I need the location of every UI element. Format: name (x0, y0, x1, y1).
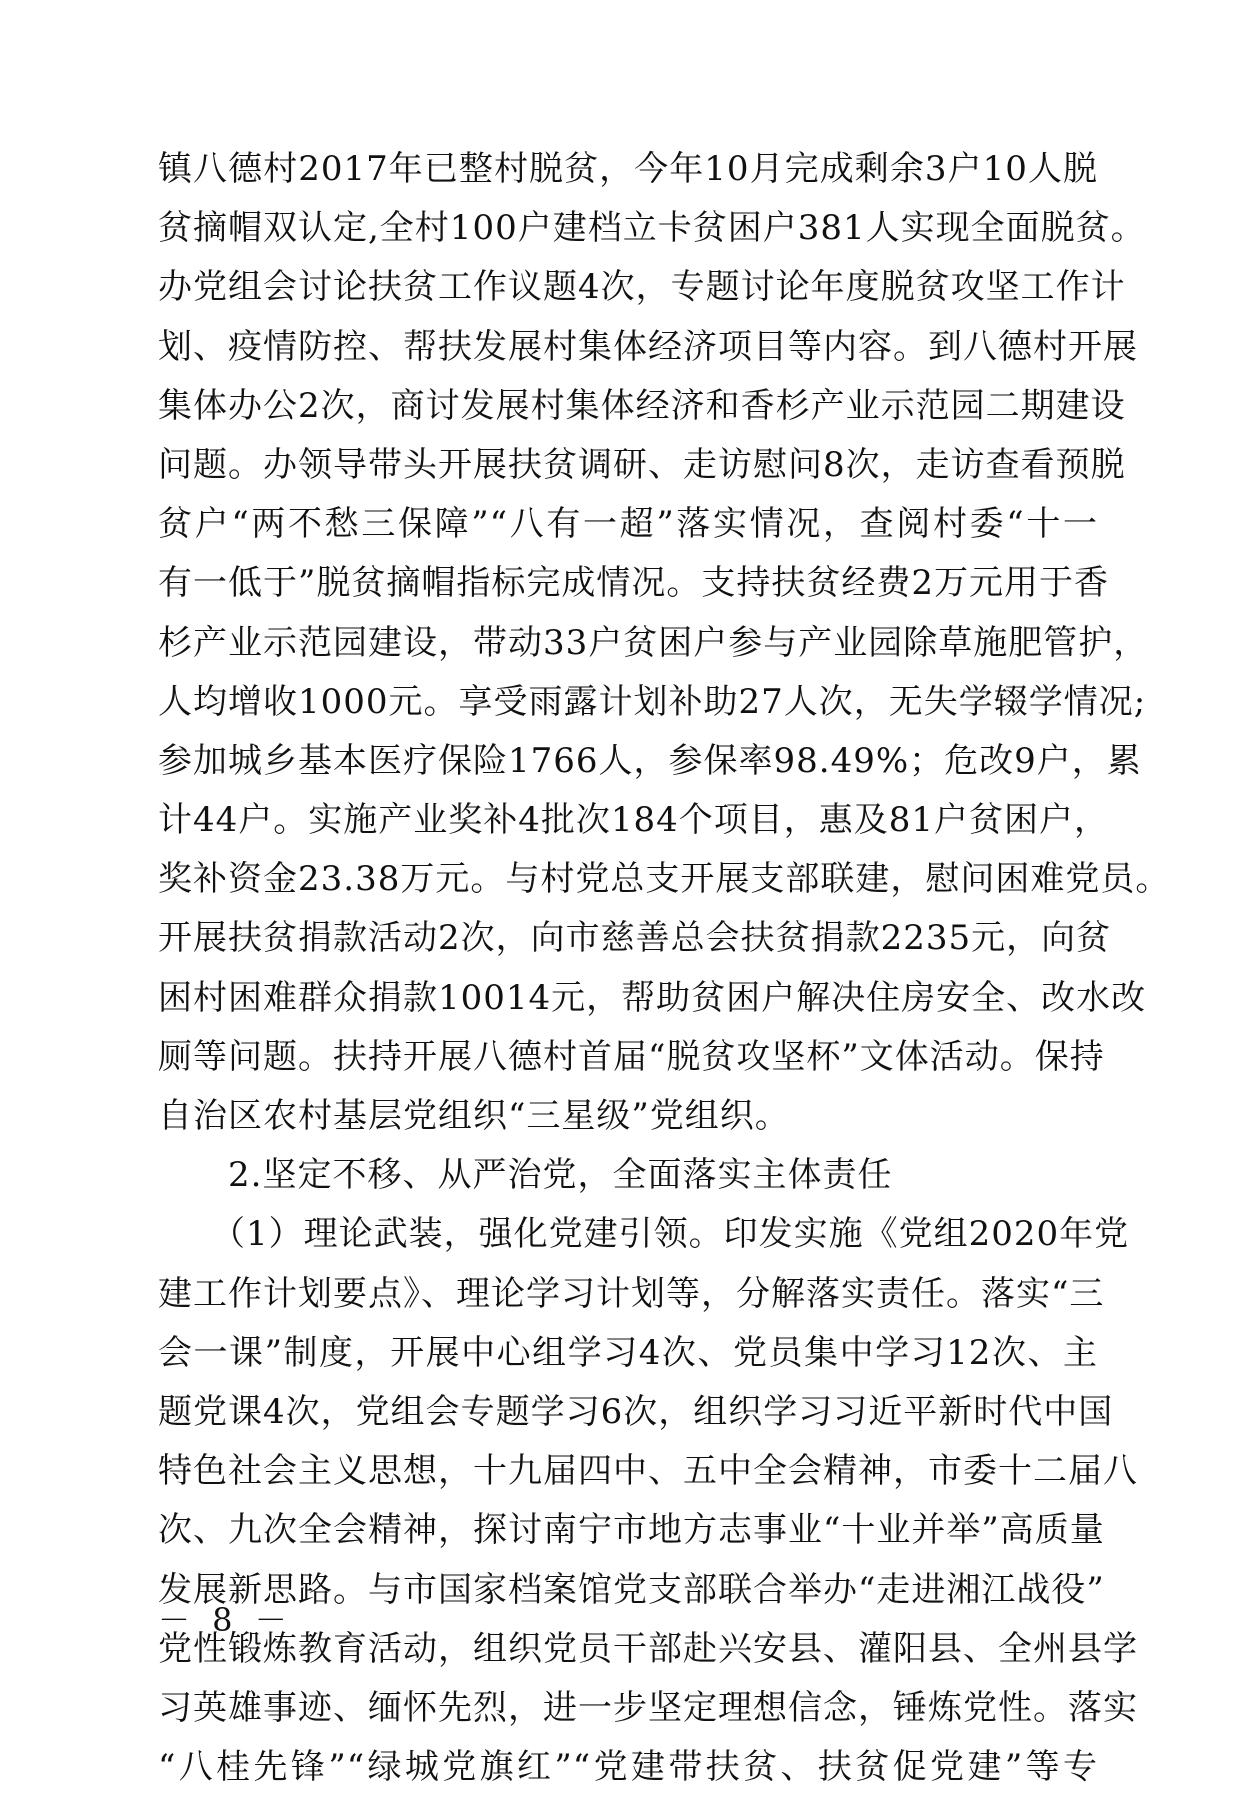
text-line: 习英雄事迹、缅怀先烈，进一步坚定理想信念，锤炼党性。落实 (158, 1687, 1138, 1728)
text-line: 人均增收1000元。享受雨露计划补助27人次，无失学辍学情况; (158, 681, 1147, 722)
text-line: 奖补资金23.38万元。与村党总支开展支部联建，慰问困难党员。 (158, 859, 1171, 900)
text-line: 贫户“两不愁三保障”“八有一超”落实情况，查阅村委“十一 (158, 504, 1098, 545)
text-line: 题党课4次，党组会专题学习6次，组织学习习近平新时代中国 (158, 1391, 1114, 1432)
text-line: （1）理论武装，强化党建引领。印发实施《党组2020年党 (158, 1214, 1130, 1255)
text-line: 特色社会主义思想，十九届四中、五中全会精神，市委十二届八 (158, 1451, 1138, 1492)
text-line: 杉产业示范园建设，带动33户贫困户参与产业园除草施肥管护， (158, 622, 1149, 663)
page-number: － 8 － (158, 1601, 293, 1639)
text-line: 厕等问题。扶持开展八德村首届“脱贫攻坚杯”文体活动。保持 (158, 1036, 1105, 1077)
text-line: “八桂先锋”“绿城党旗红”“党建带扶贫、扶贫促党建”等专 (158, 1747, 1098, 1788)
text-line: 计44户。实施产业奖补4批次184个项目，惠及81户贫困户， (158, 800, 1110, 841)
text-line: 建工作计划要点》、理论学习计划等，分解落实责任。落实“三 (158, 1273, 1105, 1314)
text-line: 镇八德村2017年已整村脱贫，今年10月完成剩余3户10人脱 (158, 149, 1098, 189)
text-line: 划、疫情防控、帮扶发展村集体经济项目等内容。到八德村开展 (158, 326, 1138, 367)
text-line: 次、九次全会精神，探讨南宁市地方志事业“十业并举”高质量 (158, 1510, 1105, 1551)
text-line: 会一课”制度，开展中心组学习4次、党员集中学习12次、主 (158, 1332, 1098, 1373)
body-text (158, 140, 1171, 1797)
text-line: 开展扶贫捐款活动2次，向市慈善总会扶贫捐款2235元，向贫 (158, 918, 1112, 959)
text-line: 贫摘帽双认定,全村100户建档立卡贫困户381人实现全面脱贫。 (158, 208, 1146, 249)
text-line: 困村困难群众捐款10014元，帮助贫困户解决住房安全、改水改 (158, 977, 1147, 1018)
text-line: 参加城乡基本医疗保险1766人，参保率98.49%；危改9户，累 (158, 740, 1142, 781)
text-line: 问题。办领导带头开展扶贫调研、走访慰问8次，走访查看预脱 (158, 444, 1126, 485)
text-line: 2.坚定不移、从严治党，全面落实主体责任 (158, 1155, 893, 1196)
text-line: 有一低于”脱贫摘帽指标完成情况。支持扶贫经费2万元用于香 (158, 563, 1110, 604)
text-line: 办党组会讨论扶贫工作议题4次，专题讨论年度脱贫攻坚工作计 (158, 267, 1126, 308)
text-line: 党性锻炼教育活动，组织党员干部赴兴安县、灌阳县、全州县学 (158, 1628, 1138, 1669)
text-line: 发展新思路。与市国家档案馆党支部联合举办“走进湘江战役” (158, 1569, 1105, 1610)
text-line: 集体办公2次，商讨发展村集体经济和香杉产业示范园二期建设 (158, 385, 1126, 426)
text-line: 自治区农村基层党组织“三星级”党组织。 (158, 1096, 790, 1136)
